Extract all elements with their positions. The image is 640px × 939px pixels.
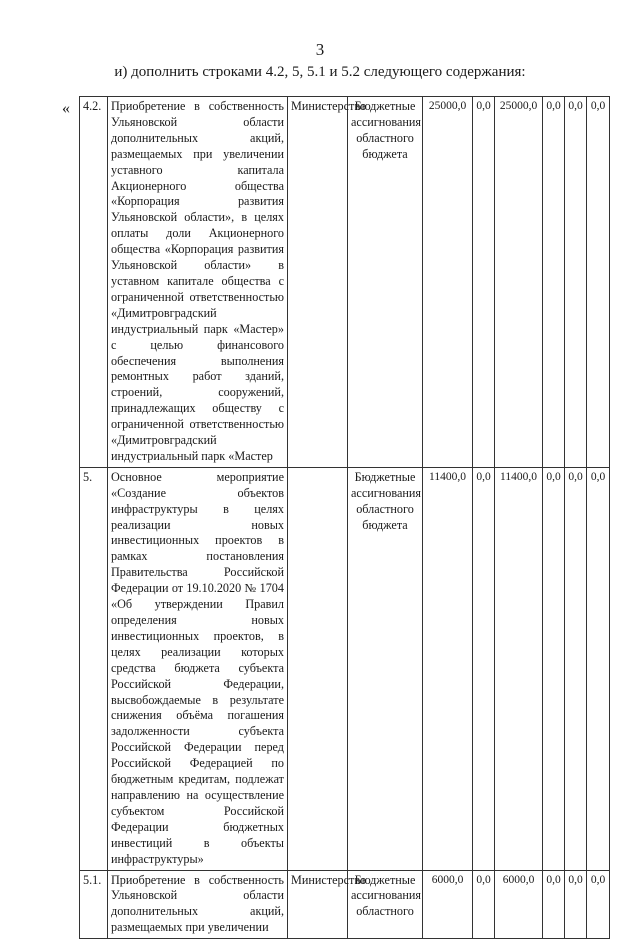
amount-total: 6000,0 bbox=[423, 870, 473, 939]
row-number: 5.1. bbox=[80, 870, 108, 939]
activity-name: Приобретение в собственность Ульяновской области дополнительных акций, размещаемых при увеличении bbox=[108, 870, 288, 939]
amount-year-1: 0,0 bbox=[473, 467, 495, 870]
executor: Министерство bbox=[288, 97, 348, 468]
amount-year-1: 0,0 bbox=[473, 97, 495, 468]
amount-year-2: 25000,0 bbox=[495, 97, 543, 468]
table-row bbox=[80, 467, 610, 870]
amount-year-5: 0,0 bbox=[587, 870, 610, 939]
table-row bbox=[80, 97, 610, 468]
activity-name: Основное мероприятие «Создание объектов инфраструктуры в целях реализации новых инвестиционных проектов в рамках постановления Правительства Российской Федерации от 19.10.2020 № 1704 «Об утверждении Правил определения новых инвестиционных проектов, в целях реализации которых средства бюджета субъекта Российской Федерации, высвобождаемые в результате снижения объёма погашения задолженности субъекта Российской Федерации перед Российской Федерацией по бюджетным кредитам, подлежат направлению на осуществление субъектом Российской Федерации бюджетных инвестиций в объекты инфраструктуры» bbox=[108, 467, 288, 870]
page-number: 3 bbox=[315, 40, 325, 59]
amount-total: 25000,0 bbox=[423, 97, 473, 468]
budget-table bbox=[79, 96, 610, 939]
funding-source: Бюджетные ассигнования областного бюджета bbox=[348, 97, 423, 468]
amount-year-5: 0,0 bbox=[587, 97, 610, 468]
amount-year-1: 0,0 bbox=[473, 870, 495, 939]
funding-source: Бюджетные ассигнования областного bbox=[348, 870, 423, 939]
executor bbox=[288, 467, 348, 870]
funding-source: Бюджетные ассигнования областного бюджета bbox=[348, 467, 423, 870]
opening-quote-mark: « bbox=[62, 100, 70, 117]
executor: Министерство bbox=[288, 870, 348, 939]
table-row bbox=[80, 870, 610, 939]
row-number: 5. bbox=[80, 467, 108, 870]
amount-year-4: 0,0 bbox=[565, 97, 587, 468]
amount-year-3: 0,0 bbox=[543, 467, 565, 870]
amount-year-4: 0,0 bbox=[565, 467, 587, 870]
amount-year-3: 0,0 bbox=[543, 870, 565, 939]
amount-year-2: 6000,0 bbox=[495, 870, 543, 939]
amount-year-4: 0,0 bbox=[565, 870, 587, 939]
amount-total: 11400,0 bbox=[423, 467, 473, 870]
amount-year-3: 0,0 bbox=[543, 97, 565, 468]
activity-name: Приобретение в собственность Ульяновской области дополнительных акций, размещаемых при увеличении уставного капитала Акционерного общества «Корпорация развития Ульяновской области», в целях оплаты доли Акционерного общества «Корпорация развития Ульяновской области» в уставном капитале общества с ограниченной ответственностью «Димитровградский индустриальный парк «Мастер» с целью финансового обеспечения выполнения ремонтных работ зданий, строений, сооружений, принадлежащих обществу с ограниченной ответственностью «Димитровградский индустриальный парк «Мастер bbox=[108, 97, 288, 468]
amount-year-5: 0,0 bbox=[587, 467, 610, 870]
amount-year-2: 11400,0 bbox=[495, 467, 543, 870]
row-number: 4.2. bbox=[80, 97, 108, 468]
amendment-intro: и) дополнить строками 4.2, 5, 5.1 и 5.2 следующего содержания: bbox=[114, 64, 526, 80]
